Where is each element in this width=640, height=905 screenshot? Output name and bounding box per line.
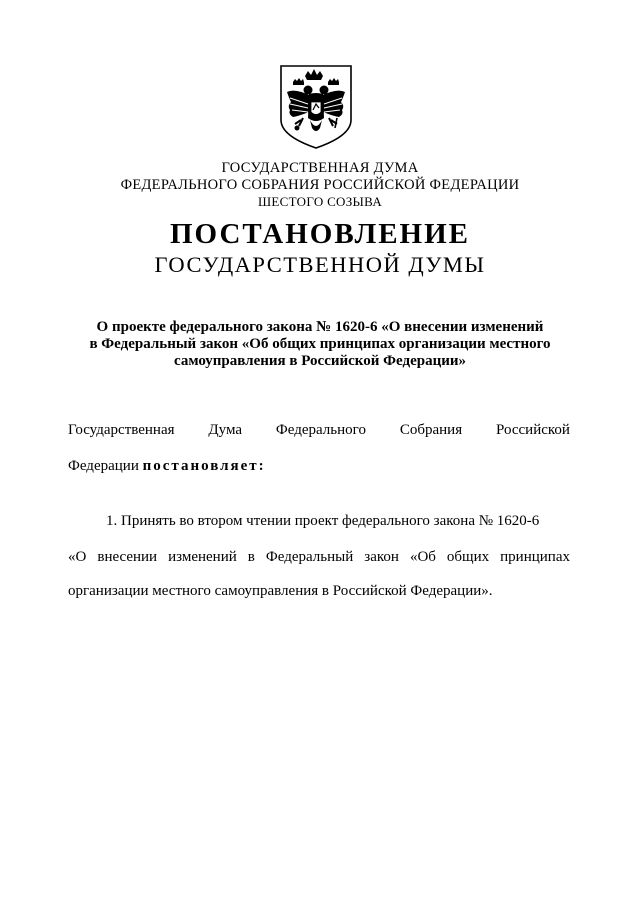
document-subject [60, 319, 580, 370]
paragraph-2-line-3: организации местного самоуправления в Российской Федерации». [68, 583, 493, 599]
word: Собрания [399, 422, 463, 438]
subject-line: О проекте федерального закона № 1620-6 «О внесении изменений [96, 319, 544, 335]
document-subtitle: ГОСУДАРСТВЕННОЙ ДУМЫ [154, 252, 486, 277]
word: Государственная [68, 422, 175, 438]
paragraph-1-line-2 [68, 458, 266, 475]
header-line-duma: ГОСУДАРСТВЕННАЯ ДУМА [221, 160, 419, 176]
paragraph-2-line-1: 1. Принять во втором чтении проект федерального закона № 1620-6 [106, 513, 540, 529]
header-line-assembly: ФЕДЕРАЛЬНОГО СОБРАНИЯ РОССИЙСКОЙ ФЕДЕРАЦИИ [120, 177, 520, 193]
word: общих [446, 549, 490, 565]
word: закон [364, 549, 399, 565]
word: в [247, 549, 255, 565]
word: Федерации [68, 458, 139, 474]
coat-of-arms-icon [275, 62, 357, 152]
decree-word: постановляет: [142, 458, 266, 474]
word: «Об [409, 549, 436, 565]
header-line-convocation: ШЕСТОГО СОЗЫВА [257, 194, 383, 209]
word: Российской [496, 422, 570, 438]
word: Дума [208, 422, 243, 438]
paragraph-1-line-1 [68, 422, 570, 439]
document-title: ПОСТАНОВЛЕНИЕ [169, 218, 470, 250]
word: Федерального [275, 422, 366, 438]
word: изменений [168, 549, 237, 565]
word: внесении [97, 549, 158, 565]
subject-line: в Федеральный закон «Об общих принципах организации местного [89, 336, 551, 352]
paragraph-2-line-2 [68, 549, 570, 566]
word: «О [68, 549, 87, 565]
subject-line: самоуправления в Российской Федерации» [174, 353, 466, 369]
word: принципах [500, 549, 570, 565]
word: Федеральный [265, 549, 354, 565]
